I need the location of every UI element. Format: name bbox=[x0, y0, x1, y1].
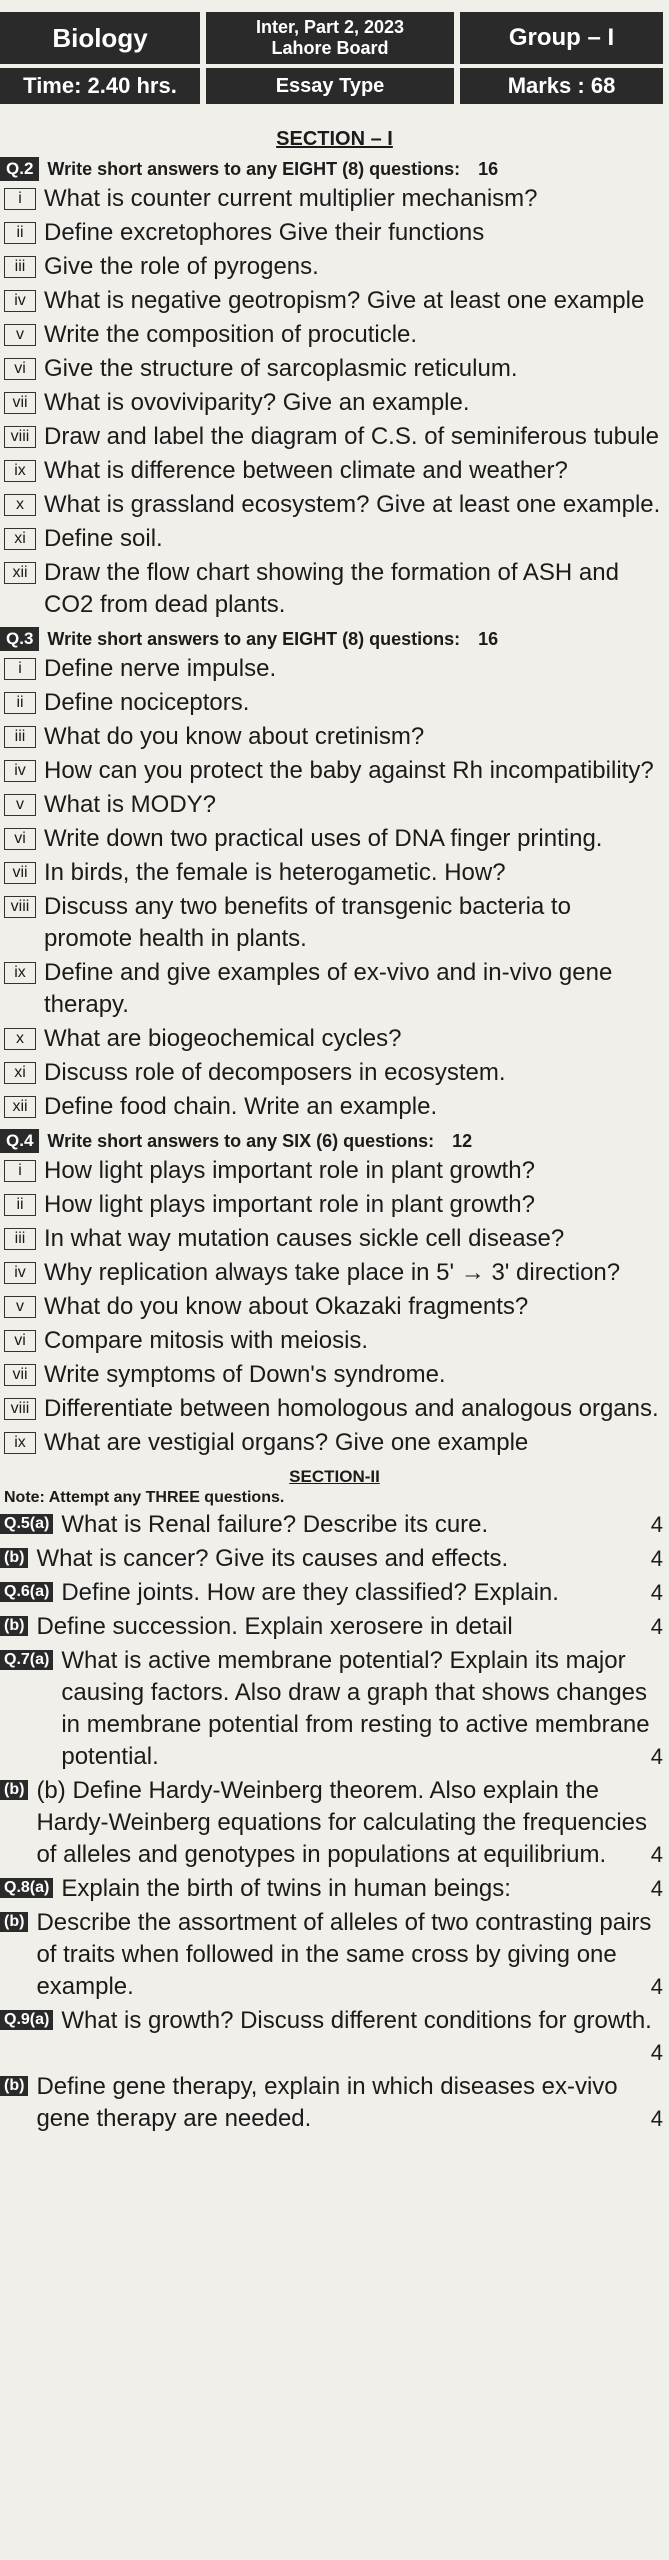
item-number: iv bbox=[4, 1262, 36, 1284]
long-question-marks: 4 bbox=[650, 1876, 663, 1901]
question-item bbox=[0, 653, 669, 685]
item-text: Define soil. bbox=[44, 525, 163, 552]
long-question-text: Explain the birth of twins in human beings: bbox=[61, 1875, 511, 1902]
long-question bbox=[0, 1509, 669, 1541]
item-text: Draw and label the diagram of C.S. of seminiferous tubule bbox=[44, 423, 659, 450]
long-question bbox=[0, 2005, 669, 2069]
question-item bbox=[0, 1223, 669, 1255]
long-question-label: (b) bbox=[0, 1912, 28, 1932]
item-text: Define nociceptors. bbox=[44, 689, 250, 716]
long-question-text: What is growth? Discuss different conditions for growth. bbox=[61, 2007, 652, 2034]
item-number: xii bbox=[4, 562, 36, 584]
item-text: How light plays important role in plant growth? bbox=[44, 1191, 535, 1218]
item-number: iv bbox=[4, 760, 36, 782]
question-item bbox=[0, 1359, 669, 1391]
item-text: What is ovoviviparity? Give an example. bbox=[44, 389, 470, 416]
item-text: Draw the flow chart showing the formation of ASH and CO2 from dead plants. bbox=[44, 559, 619, 618]
item-text: What is difference between climate and weather? bbox=[44, 457, 568, 484]
item-text: Define nerve impulse. bbox=[44, 655, 277, 682]
paper-type-box: Essay Type bbox=[206, 68, 454, 104]
long-question-body bbox=[61, 1577, 669, 1609]
question-item bbox=[0, 421, 669, 453]
item-number: ix bbox=[4, 1432, 36, 1454]
long-question-text: (b) Define Hardy-Weinberg theorem. Also explain the Hardy-Weinberg equations for calculating the frequencies of alleles and genotypes in populations at equilibrium. bbox=[36, 1777, 648, 1868]
question-instruction: Write short answers to any SIX (6) questions: bbox=[47, 1130, 435, 1151]
long-question-marks: 4 bbox=[650, 2040, 663, 2065]
long-question-body bbox=[61, 1873, 669, 1905]
item-text: Discuss role of decomposers in ecosystem. bbox=[44, 1059, 506, 1086]
item-text: What do you know about Okazaki fragments? bbox=[44, 1293, 529, 1320]
long-question-marks: 4 bbox=[650, 2106, 663, 2131]
question-marks: 16 bbox=[478, 628, 499, 649]
question-item bbox=[0, 1091, 669, 1123]
item-number: ix bbox=[4, 962, 36, 984]
long-question bbox=[0, 1873, 669, 1905]
question-marks: 16 bbox=[478, 158, 499, 179]
question-number: Q.3 bbox=[0, 627, 39, 651]
question-item bbox=[0, 1325, 669, 1357]
question-item bbox=[0, 823, 669, 855]
long-question-text: Describe the assortment of alleles of two contrasting pairs of traits when followed in the same cross by giving one example. bbox=[36, 1909, 652, 2000]
item-number: ii bbox=[4, 222, 36, 244]
question-item bbox=[0, 755, 669, 787]
item-text: Give the role of pyrogens. bbox=[44, 253, 319, 280]
long-question-label: (b) bbox=[0, 1548, 28, 1568]
long-question-marks: 4 bbox=[650, 1744, 663, 1769]
item-number: vii bbox=[4, 392, 36, 414]
long-question-text: Define succession. Explain xerosere in detail bbox=[36, 1613, 513, 1640]
question-block bbox=[0, 627, 669, 1123]
item-number: xi bbox=[4, 1062, 36, 1084]
group-box: Group – I bbox=[460, 12, 663, 64]
long-question-marks: 4 bbox=[650, 1842, 663, 1867]
question-item bbox=[0, 353, 669, 385]
section-1-title: SECTION – I bbox=[276, 128, 393, 150]
header-row-1 bbox=[0, 12, 669, 64]
question-item bbox=[0, 285, 669, 317]
question-item bbox=[0, 1057, 669, 1089]
item-text: Write down two practical uses of DNA finger printing. bbox=[44, 825, 603, 852]
item-text: Why replication always take place in 5' → 3' direction? bbox=[44, 1259, 621, 1286]
section-2-note: Note: Attempt any THREE questions. bbox=[4, 1489, 285, 1506]
item-text: What is counter current multiplier mechanism? bbox=[44, 185, 538, 212]
item-number: vii bbox=[4, 1364, 36, 1386]
item-number: xi bbox=[4, 528, 36, 550]
long-question-marks: 4 bbox=[650, 1580, 663, 1605]
item-text: What is MODY? bbox=[44, 791, 217, 818]
long-question-marks: 4 bbox=[650, 1546, 663, 1571]
question-instruction: Write short answers to any EIGHT (8) questions: bbox=[47, 158, 461, 179]
item-number: v bbox=[4, 324, 36, 346]
question-item bbox=[0, 789, 669, 821]
item-number: vi bbox=[4, 1330, 36, 1352]
question-item bbox=[0, 489, 669, 521]
long-question bbox=[0, 1543, 669, 1575]
long-question-body bbox=[36, 1907, 669, 2003]
header-row-2 bbox=[0, 68, 669, 104]
long-question-marks: 4 bbox=[650, 1614, 663, 1639]
item-text: In what way mutation causes sickle cell disease? bbox=[44, 1225, 565, 1252]
long-question-label: Q.5(a) bbox=[0, 1514, 53, 1534]
item-number: vi bbox=[4, 358, 36, 380]
item-text: How can you protect the baby against Rh incompatibility? bbox=[44, 757, 654, 784]
item-number: iv bbox=[4, 290, 36, 312]
item-text: How light plays important role in plant growth? bbox=[44, 1157, 535, 1184]
long-question-marks: 4 bbox=[650, 1974, 663, 1999]
question-item bbox=[0, 1155, 669, 1187]
question-item bbox=[0, 857, 669, 889]
item-text: Define food chain. Write an example. bbox=[44, 1093, 438, 1120]
item-number: viii bbox=[4, 1398, 36, 1420]
question-header bbox=[0, 627, 669, 651]
item-text: Differentiate between homologous and analogous organs. bbox=[44, 1395, 659, 1422]
question-item bbox=[0, 557, 669, 621]
question-item bbox=[0, 183, 669, 215]
long-question-label: Q.6(a) bbox=[0, 1582, 53, 1602]
item-text: Write the composition of procuticle. bbox=[44, 321, 418, 348]
item-number: x bbox=[4, 494, 36, 516]
short-questions bbox=[0, 157, 669, 1459]
long-question-label: Q.8(a) bbox=[0, 1878, 53, 1898]
item-text: Compare mitosis with meiosis. bbox=[44, 1327, 369, 1354]
item-number: ix bbox=[4, 460, 36, 482]
item-text: Write symptoms of Down's syndrome. bbox=[44, 1361, 446, 1388]
item-number: iii bbox=[4, 256, 36, 278]
long-questions bbox=[0, 1509, 669, 2135]
marks-box: Marks : 68 bbox=[460, 68, 663, 104]
long-question bbox=[0, 1577, 669, 1609]
item-text: What is grassland ecosystem? Give at least one example. bbox=[44, 491, 661, 518]
long-question-body bbox=[36, 2071, 669, 2135]
item-text: Discuss any two benefits of transgenic bacteria to promote health in plants. bbox=[44, 893, 571, 952]
item-number: ii bbox=[4, 1194, 36, 1216]
item-number: x bbox=[4, 1028, 36, 1050]
item-text: What are biogeochemical cycles? bbox=[44, 1025, 402, 1052]
question-item bbox=[0, 1189, 669, 1221]
question-item bbox=[0, 1257, 669, 1289]
item-number: vi bbox=[4, 828, 36, 850]
item-text: What are vestigial organs? Give one example bbox=[44, 1429, 529, 1456]
long-question bbox=[0, 1611, 669, 1643]
question-item bbox=[0, 251, 669, 283]
long-question-body bbox=[36, 1611, 669, 1643]
section-2-title: SECTION-II bbox=[289, 1467, 380, 1486]
item-text: Define and give examples of ex-vivo and in-vivo gene therapy. bbox=[44, 959, 613, 1018]
long-question-body bbox=[36, 1543, 669, 1575]
question-item bbox=[0, 523, 669, 555]
long-question-text: What is active membrane potential? Explain its major causing factors. Also draw a graph that shows changes in membrane potential from resting to active membrane potential. bbox=[61, 1647, 650, 1770]
question-marks: 12 bbox=[452, 1130, 473, 1151]
long-question bbox=[0, 2071, 669, 2135]
long-question-marks: 4 bbox=[650, 1512, 663, 1537]
exam-box bbox=[206, 12, 454, 64]
question-item bbox=[0, 1023, 669, 1055]
long-question-body bbox=[61, 1509, 669, 1541]
item-number: i bbox=[4, 658, 36, 680]
item-number: v bbox=[4, 1296, 36, 1318]
question-item bbox=[0, 687, 669, 719]
long-question-text: What is cancer? Give its causes and effects. bbox=[36, 1545, 509, 1572]
question-item bbox=[0, 217, 669, 249]
item-number: viii bbox=[4, 426, 36, 448]
item-number: i bbox=[4, 188, 36, 210]
long-question-text: Define joints. How are they classified? Explain. bbox=[61, 1579, 559, 1606]
item-number: viii bbox=[4, 896, 36, 918]
exam-board: Lahore Board bbox=[271, 38, 389, 58]
question-item bbox=[0, 455, 669, 487]
question-item bbox=[0, 1393, 669, 1425]
exam-content bbox=[0, 124, 669, 2137]
item-number: vii bbox=[4, 862, 36, 884]
question-block bbox=[0, 157, 669, 621]
question-item bbox=[0, 891, 669, 955]
long-question-label: (b) bbox=[0, 1780, 28, 1800]
item-text: Define excretophores Give their functions bbox=[44, 219, 485, 246]
time-box: Time: 2.40 hrs. bbox=[0, 68, 200, 104]
long-question bbox=[0, 1775, 669, 1871]
question-item bbox=[0, 957, 669, 1021]
long-question bbox=[0, 1645, 669, 1773]
question-header bbox=[0, 157, 669, 181]
item-text: What is negative geotropism? Give at least one example bbox=[44, 287, 645, 314]
long-question-label: Q.7(a) bbox=[0, 1650, 53, 1670]
long-question-body bbox=[61, 2005, 669, 2069]
item-number: iii bbox=[4, 1228, 36, 1250]
question-item bbox=[0, 1291, 669, 1323]
question-item bbox=[0, 387, 669, 419]
long-question bbox=[0, 1907, 669, 2003]
item-text: In birds, the female is heterogametic. How? bbox=[44, 859, 506, 886]
long-question-text: Define gene therapy, explain in which diseases ex-vivo gene therapy are needed. bbox=[36, 2073, 618, 2132]
subject-box: Biology bbox=[0, 12, 200, 64]
question-item bbox=[0, 721, 669, 753]
question-header bbox=[0, 1129, 669, 1153]
long-question-label: Q.9(a) bbox=[0, 2010, 53, 2030]
item-number: iii bbox=[4, 726, 36, 748]
question-block bbox=[0, 1129, 669, 1459]
question-item bbox=[0, 1427, 669, 1459]
item-number: i bbox=[4, 1160, 36, 1182]
question-number: Q.4 bbox=[0, 1129, 39, 1153]
question-number: Q.2 bbox=[0, 157, 39, 181]
exam-year: Inter, Part 2, 2023 bbox=[255, 17, 405, 37]
item-text: What do you know about cretinism? bbox=[44, 723, 425, 750]
question-instruction: Write short answers to any EIGHT (8) questions: bbox=[47, 628, 461, 649]
item-text: Give the structure of sarcoplasmic reticulum. bbox=[44, 355, 518, 382]
long-question-label: (b) bbox=[0, 1616, 28, 1636]
long-question-body bbox=[61, 1645, 669, 1773]
long-question-label: (b) bbox=[0, 2076, 28, 2096]
question-item bbox=[0, 319, 669, 351]
item-number: xii bbox=[4, 1096, 36, 1118]
long-question-text: What is Renal failure? Describe its cure. bbox=[61, 1511, 489, 1538]
item-number: v bbox=[4, 794, 36, 816]
item-number: ii bbox=[4, 692, 36, 714]
long-question-body bbox=[36, 1775, 669, 1871]
